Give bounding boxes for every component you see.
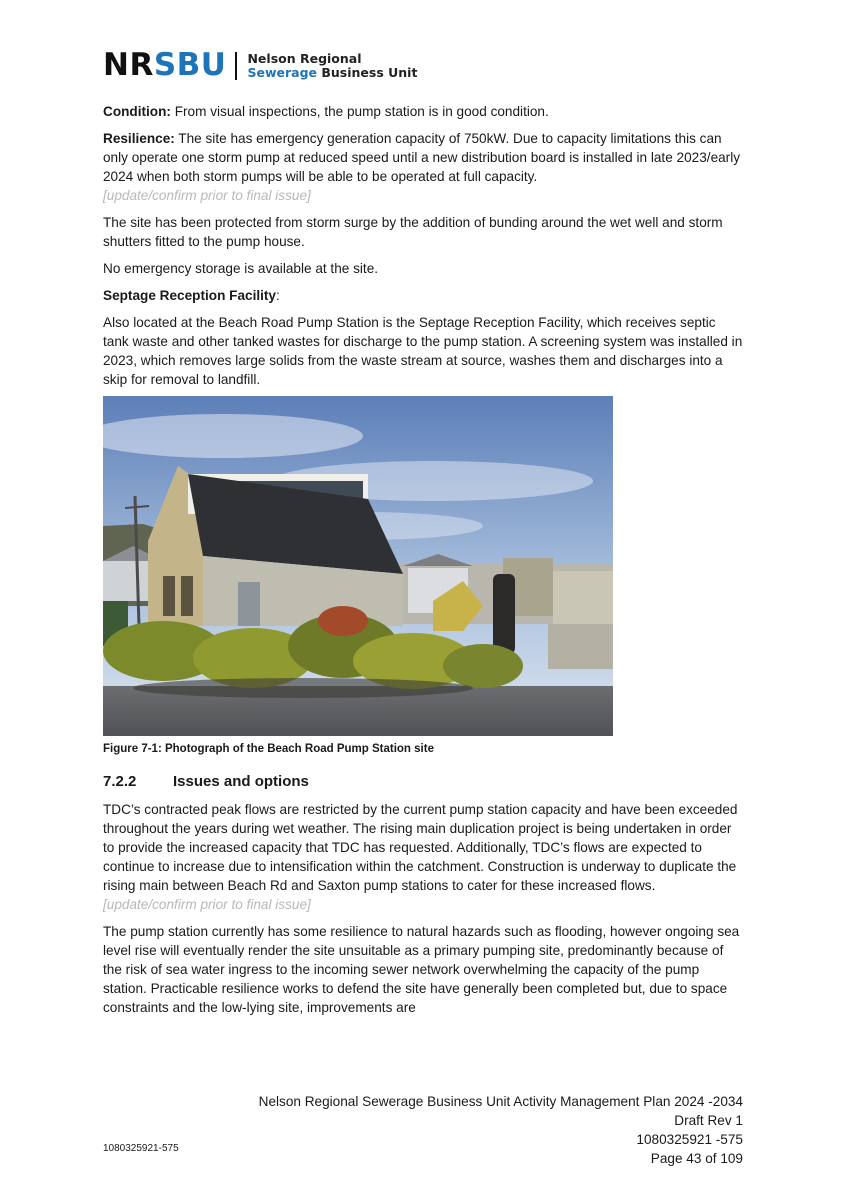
logo-line2-sewerage: Sewerage (247, 64, 317, 80)
condition-paragraph (103, 102, 743, 121)
issues-paragraph (103, 800, 743, 914)
logo-sbu: SBU (153, 47, 227, 83)
issues-placeholder: [update/confirm prior to final issue] (103, 897, 311, 912)
issues-text: TDC’s contracted peak flows are restricted by the current pump station capacity and have been exceeded throughout the years during wet weather. The rising main duplication project is being undertaken in order to provide the increased capacity that TDC has requested. Additionally, TDC’s flows are expected to continue to increase due to intensification within the catchment. Construction is underway to duplicate the rising main between Beach Rd and Saxton pump stations to cater for these increased flows. (103, 802, 738, 893)
storm-surge-paragraph: The site has been protected from storm surge by the addition of bunding around the wet well and storm shutters fitted to the pump house. (103, 215, 723, 249)
septage-paragraph: Also located at the Beach Road Pump Station is the Septage Reception Facility, which receives septic tank waste and other tanked wastes for discharge to the pump station. A screening system was installed in 2023, which removes large solids from the waste stream at source, washes them and discharges into a skip for removal to landfill. (103, 315, 743, 387)
logo-nr: NR (103, 47, 154, 83)
condition-label: Condition: (103, 104, 171, 119)
footer-draft: Draft Rev 1 (674, 1113, 743, 1128)
header-logo (103, 47, 418, 83)
septage-label: Septage Reception Facility (103, 288, 276, 303)
no-storage-paragraph: No emergency storage is available at the site. (103, 261, 379, 276)
section-number: 7.2.2 (103, 773, 137, 790)
resilience-label: Resilience: (103, 131, 175, 146)
resilience-placeholder: [update/confirm prior to final issue] (103, 188, 311, 203)
logo-line2-business: Business Unit (317, 64, 418, 80)
nrsbu-logo (103, 47, 227, 83)
figure-caption: Figure 7-1: Photograph of the Beach Road Pump Station site (103, 743, 434, 755)
septage-heading (103, 286, 743, 305)
footer (259, 1092, 743, 1168)
logo-text (247, 52, 417, 80)
pump-station-photo (103, 396, 613, 736)
footer-doc-id: 1080325921-575 (103, 1143, 179, 1154)
section-heading (103, 772, 743, 791)
resilience-text: The site has emergency generation capacity of 750kW. Due to capacity limitations this can only operate one storm pump at reduced speed until a new distribution board is installed in late 2023/early 2024 when both storm pumps will be able to be operated at full capacity. (103, 131, 741, 184)
logo-line1: Nelson Regional (247, 50, 362, 66)
logo-divider (235, 52, 237, 80)
page-content (103, 102, 743, 1025)
hazards-paragraph: The pump station currently has some resilience to natural hazards such as flooding, however ongoing sea level rise will eventually render the site unsuitable as a primary pumping site, predominantly because of the risk of sea water ingress to the incoming sewer network overwhelming the capacity of the pump station. Practicable resilience works to defend the site have generally been completed but, due to space constraints and the low-lying site, improvements are (103, 924, 740, 1015)
footer-plan-title: Nelson Regional Sewerage Business Unit Activity Management Plan 2024 -2034 (258, 1094, 743, 1109)
section-title: Issues and options (173, 773, 309, 790)
septage-colon: : (276, 288, 280, 303)
footer-page-number: Page 43 of 109 (650, 1151, 743, 1166)
condition-text: From visual inspections, the pump station is in good condition. (170, 104, 549, 119)
resilience-paragraph (103, 129, 743, 205)
footer-doc-ref: 1080325921 -575 (636, 1132, 743, 1147)
